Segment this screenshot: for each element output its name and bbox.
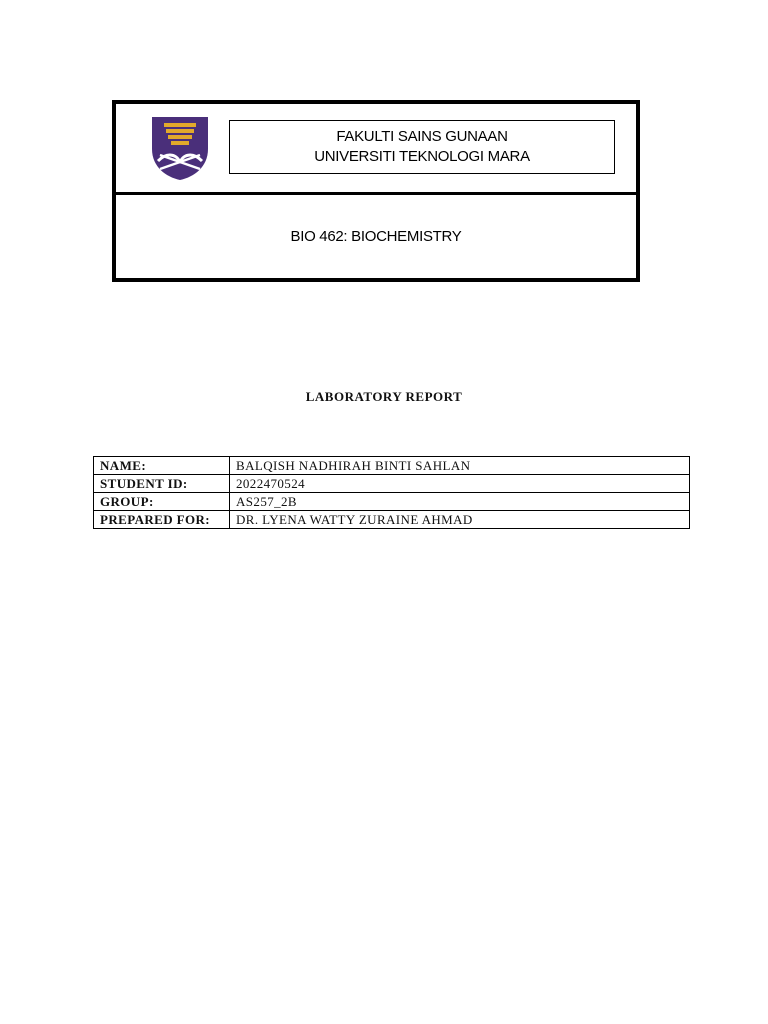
university-logo xyxy=(150,115,210,181)
header-top-section xyxy=(116,104,636,195)
course-title: BIO 462: BIOCHEMISTRY xyxy=(290,228,462,245)
student-id-value: 2022470524 xyxy=(230,475,690,493)
student-info-table xyxy=(93,456,690,529)
prepared-for-label: PREPARED FOR: xyxy=(94,511,230,529)
table-row xyxy=(94,475,690,493)
cover-header-box xyxy=(112,100,640,282)
name-label: NAME: xyxy=(94,457,230,475)
faculty-name-box xyxy=(229,120,615,174)
report-title: LABORATORY REPORT xyxy=(305,389,463,404)
table-row xyxy=(94,511,690,529)
faculty-name: FAKULTI SAINS GUNAAN xyxy=(336,128,508,145)
university-name: UNIVERSITI TEKNOLOGI MARA xyxy=(314,148,530,165)
group-label: GROUP: xyxy=(94,493,230,511)
group-value: AS257_2B xyxy=(230,493,690,511)
prepared-for-value: DR. LYENA WATTY ZURAINE AHMAD xyxy=(230,511,690,529)
student-id-label: STUDENT ID: xyxy=(94,475,230,493)
table-row xyxy=(94,457,690,475)
table-row xyxy=(94,493,690,511)
name-value: BALQISH NADHIRAH BINTI SAHLAN xyxy=(230,457,690,475)
